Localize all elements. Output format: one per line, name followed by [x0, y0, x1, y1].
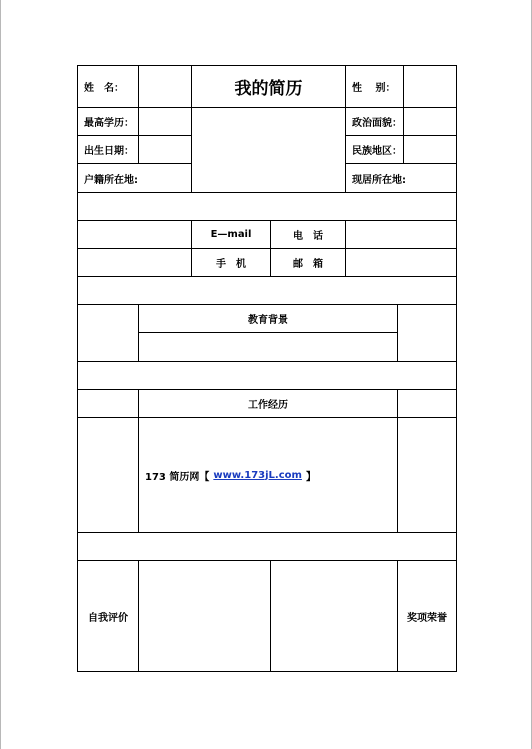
email-spacer-cell [77, 220, 192, 249]
birth-date-label: 出生日期： [77, 135, 139, 164]
education-right-cell [397, 304, 457, 362]
mobile-label: 手 机 [191, 248, 271, 277]
birth-date-value-cell[interactable] [138, 135, 192, 164]
ethnicity-region-value-cell[interactable] [403, 135, 457, 164]
gender-label: 性 别： [345, 65, 404, 108]
political-status-label: 政治面貌： [345, 107, 404, 136]
awards-label: 奖项荣誉 [397, 560, 457, 672]
work-content-cell[interactable] [138, 417, 398, 533]
work-left-cell [77, 417, 139, 533]
work-experience-heading: 工作经历 [138, 389, 398, 418]
education-background-heading: 教育背景 [138, 304, 398, 333]
education-label: 最高学历： [77, 107, 139, 136]
work-right-cell [397, 417, 457, 533]
postcode-value-cell[interactable] [345, 248, 457, 277]
self-evaluation-content-cell[interactable] [138, 560, 271, 672]
education-content-cell[interactable] [138, 332, 398, 362]
resume-title: 我的简历 [191, 65, 346, 108]
education-value-cell[interactable] [138, 107, 192, 136]
blank-row-3[interactable] [77, 361, 457, 390]
gender-value-cell[interactable] [403, 65, 457, 108]
email-label: E—mail [191, 220, 271, 249]
postcode-label: 邮 箱 [270, 248, 346, 277]
ethnicity-region-label: 民族地区： [345, 135, 404, 164]
watermark-prefix: 173 简历网【 [145, 471, 210, 483]
phone-value-cell[interactable] [345, 220, 457, 249]
watermark-link[interactable]: www.173jL.com [213, 469, 302, 481]
awards-content-cell[interactable] [270, 560, 398, 672]
work-header-left-cell [77, 389, 139, 418]
current-residence-label: 现居所在地: [345, 163, 457, 193]
blank-row-1[interactable] [77, 192, 457, 221]
self-evaluation-label: 自我评价 [77, 560, 139, 672]
email-value-cell[interactable] [77, 248, 192, 277]
blank-row-4[interactable] [77, 532, 457, 561]
phone-label: 电 话 [270, 220, 346, 249]
household-registration-label: 户籍所在地: [77, 163, 192, 193]
name-label: 姓 名： [77, 65, 139, 108]
watermark-suffix: 】 [305, 471, 316, 483]
name-value-cell[interactable] [138, 65, 192, 108]
political-status-value-cell[interactable] [403, 107, 457, 136]
work-header-right-cell [397, 389, 457, 418]
photo-cell[interactable] [191, 107, 346, 193]
blank-row-2[interactable] [77, 276, 457, 305]
education-left-cell [77, 304, 139, 362]
